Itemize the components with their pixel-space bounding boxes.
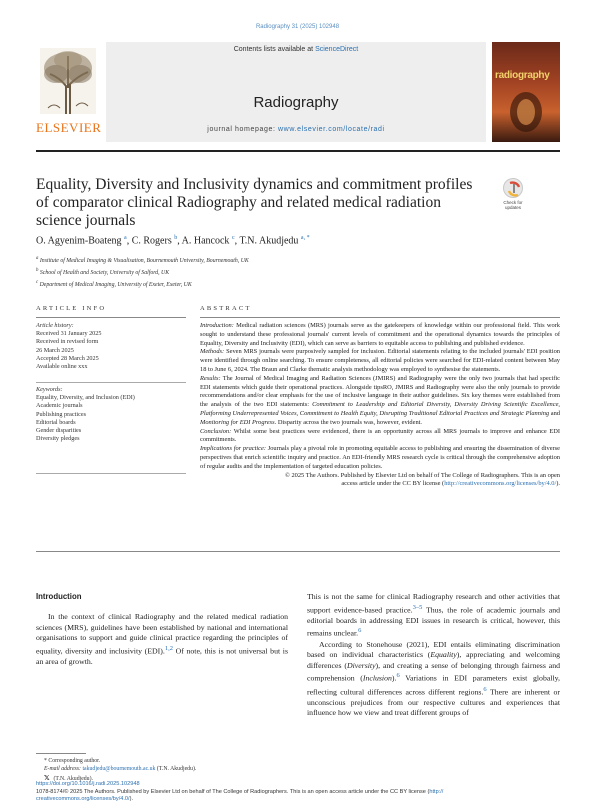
check-for-updates-label: Check for updates xyxy=(503,200,523,210)
email-note: E-mail address: takudjedu@bournemouth.ac.uk (T.N. Akudjedu). xyxy=(44,766,197,773)
abstract-heading: ABSTRACT xyxy=(200,305,560,318)
abstract-body xyxy=(200,322,560,489)
section-heading-introduction: Introduction xyxy=(36,592,82,601)
body-paragraph: According to Stonehouse (2021), EDI entails eliminating discrimination based on individual characteristics (Equality), appreciating and welcoming differences (Diversity), and creating a sense of belonging through fairness and comprehension (Inclusion).$^6$ Variations in EDI parameters exist globally, reflecting cultural differences across different regions.$^6$ There are inherent or unconscious prejudices from our respective cultures and experiences that influence how we view and treat different groups of xyxy=(307,639,561,718)
cover-title: radiography xyxy=(495,70,550,81)
reference-link[interactable]: 3–5 xyxy=(412,603,423,611)
abstract-results: Results: The Journal of Medical Imaging and Radiation Sciences (JMIRS) and Radiography were the only two journals that had specific EDI statements which guide their operational practices. Alongside tipsRO, JMIRS and Radiography were also the only journals to provide recommendations and/or clear emphasis for the use of inclusive language in their author guidelines. Six key themes were established from the analysis of the two EDI statements: Commitment to Leadership and Editorial Diversity, Diversity Driving Scientific Excellence, Platforming Underrepresented Voices, Commitment to Health Equity, Disrupting Traditional Editorial Practices and Strategic Planning and Monitoring for EDI Progress. Disparity across the two journals was, however, evident. xyxy=(200,374,561,426)
abstract-implications: Implications for practice: Journals play a pivotal role in promoting equitable access to publishing and ensuring the dissemination of diverse perspectives that enrich scientific inquiry and practice. An EDI-friendly MRS research cycle is critical through the comprehensive adoption of regular audits and the implementation of targeted education policies. xyxy=(200,445,560,470)
check-for-updates-button[interactable] xyxy=(498,178,528,212)
keyword-item: Gender disparities xyxy=(36,427,82,435)
elsevier-logo[interactable] xyxy=(36,42,100,142)
sciencedirect-link[interactable]: ScienceDirect xyxy=(315,46,359,53)
issn-line-cont: creativecommons.org/licenses/by/4.0/). xyxy=(36,796,134,803)
footnotes xyxy=(44,757,284,783)
author-name: O. Agyenim-Boateng xyxy=(36,235,122,247)
email-link[interactable]: takudjedu@bournemouth.ac.uk xyxy=(82,766,156,773)
copyright-notice: © 2025 The Authors. Published by Elsevier Ltd on behalf of The College of Radiographers. This is an open access article under the CC BY license (http://creativecommons.org/licenses/by/4.0/). xyxy=(285,471,560,488)
reference-link[interactable]: 6 xyxy=(483,685,487,693)
top-citation[interactable]: Radiography 31 (2025) 102948 xyxy=(255,24,340,30)
author-name: A. Hancock xyxy=(181,235,230,247)
license-link[interactable]: http://creativecommons.org/licenses/by/4.0/ xyxy=(444,480,557,488)
license-url-link-cont[interactable]: creativecommons.org/licenses/by/4.0/ xyxy=(36,796,130,803)
elsevier-wordmark: ELSEVIER xyxy=(36,120,102,135)
homepage-label: journal homepage: xyxy=(207,126,279,133)
reference-link[interactable]: 1,2 xyxy=(164,644,173,652)
article-info-heading: ARTICLE INFO xyxy=(36,305,186,318)
corresponding-author-note: * Corresponding author. xyxy=(44,758,101,764)
x-social-icon[interactable]: 𝕏 xyxy=(44,773,50,782)
x-handle-note: 𝕏 (T.N. Akudjedu). xyxy=(44,773,93,782)
history-item: Available online xxx xyxy=(36,363,88,371)
footnote-divider xyxy=(36,753,86,754)
author-affiliation-mark[interactable]: a xyxy=(124,235,127,241)
doi-link[interactable]: https://doi.org/10.1016/j.radi.2025.102948 xyxy=(36,781,140,787)
article-title: Equality, Diversity and Inclusivity dynamics and commitment profiles of comparator clinical Radiography and related medical radiation science journals xyxy=(36,176,473,229)
author-affiliation-mark[interactable]: c xyxy=(231,235,235,241)
license-url-link[interactable]: http:// xyxy=(429,788,444,795)
homepage-line xyxy=(106,126,486,133)
abstract-introduction: Introduction: Medical radiation sciences (MRS) journals serve as the gatekeepers of knowledge within our professional field. This work sought to understand these professional journals' current levels of commitment and the operational dynamics towards the principles of Equality, Diversity and Inclusivity (EDI), which can serve as barriers to equitable access to publishing and published evidence. xyxy=(200,322,560,347)
affiliation-item: $^a$ Institute of Medical Imaging & Visualisation, Bournemouth University, Bournemouth, UK xyxy=(36,256,249,264)
issn-line: 1078-8174/© 2025 The Authors. Published by Elsevier Ltd on behalf of The College of Radiographers. This is an open access article under the CC BY license (http:// xyxy=(36,788,444,795)
keyword-item: Editorial boards xyxy=(36,418,76,426)
journal-name: Radiography xyxy=(253,94,339,111)
cover-figure-icon xyxy=(506,90,546,134)
author-name: C. Rogers xyxy=(131,235,172,247)
journal-header xyxy=(36,42,560,146)
keyword-item: Publishing practices xyxy=(36,410,87,418)
check-for-updates-icon xyxy=(503,178,523,198)
info-divider xyxy=(36,473,186,474)
body-paragraph: In the context of clinical Radiography and the related medical radiation sciences (MRS), guidelines have been established by national and international organisations to support and guide clinical practice regarding the principles of equality, diversity and inclusivity (EDI).$^{1,2}$ Of note, this is not universal but is an area of growth. xyxy=(36,612,289,666)
elsevier-tree-icon xyxy=(40,48,96,114)
journal-cover-thumbnail[interactable] xyxy=(492,42,560,142)
body-paragraph: This is not the same for clinical Radiography research and other activities that support evidence-based practice.$^{3-5}$ Thus, the role of academic journals and editorial boards in addressing EDI issues in research is critical, however, this remains unclear.$^6$ xyxy=(307,592,561,638)
history-item: Received in revised form xyxy=(36,338,99,346)
homepage-link[interactable]: www.elsevier.com/locate/radi xyxy=(278,126,385,133)
affiliation-item: $^b$ School of Health and Society, University of Salford, UK xyxy=(36,267,170,276)
abstract-methods: Methods: Seven MRS journals were purposively sampled for inclusion. Editorial statements relating to the included journals' EDI position were identified through online searching. To ensure completeness, all editorial policies were searched for EDI-related content between May 18 to June 6, 2024. The Braun and Clarke thematic analysis methodology was employed to synthesise the statements. xyxy=(200,348,560,373)
history-item: Received 31 January 2025 xyxy=(36,330,102,338)
abstract-divider xyxy=(36,551,560,552)
keyword-item: Diversity pledges xyxy=(36,435,80,443)
abstract-conclusion: Conclusion: Whilst some best practices were evidenced, there is an opportunity across all MRS journals to improve and enhance EDI commitments. xyxy=(200,427,560,444)
author-affiliation-mark[interactable]: a, * xyxy=(300,235,310,241)
body-column-left xyxy=(36,612,288,668)
reference-link[interactable]: 6 xyxy=(358,627,362,635)
history-item: 26 March 2025 xyxy=(36,346,74,354)
history-label: Article history: xyxy=(36,322,74,329)
author-affiliation-mark[interactable]: b xyxy=(174,235,178,241)
article-history xyxy=(36,322,186,371)
header-panel xyxy=(106,42,486,142)
contents-line xyxy=(106,46,486,53)
author-name: T.N. Akudjedu xyxy=(239,235,299,247)
keyword-item: Academic journals xyxy=(36,402,83,410)
keyword-item: Equality, Diversity, and Inclusion (EDI) xyxy=(36,394,135,402)
body-column-right xyxy=(307,592,560,719)
header-rule xyxy=(36,150,560,152)
author-list: O. Agyenim-Boateng $^a$, C. Rogers $^b$, A. Hancock $^c$, T.N. Akudjedu $^{a, *}$ xyxy=(36,235,310,247)
keywords-label: Keywords: xyxy=(36,386,63,393)
contents-prefix: Contents lists available at xyxy=(233,46,316,53)
keywords xyxy=(36,382,186,443)
history-item: Accepted 28 March 2025 xyxy=(36,354,99,362)
affiliations xyxy=(36,254,560,290)
affiliation-item: $^c$ Department of Medical Imaging, University of Exeter, Exeter, UK xyxy=(36,279,192,288)
reference-link[interactable]: 6 xyxy=(396,672,400,680)
doi-block xyxy=(36,781,560,804)
